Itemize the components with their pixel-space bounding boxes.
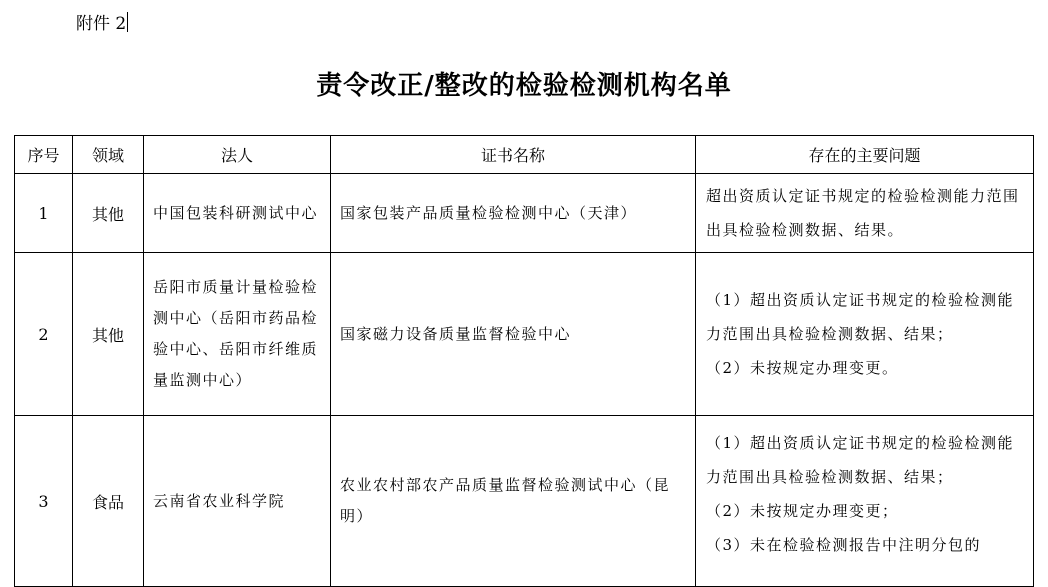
row-certificate: 国家包装产品质量检验检测中心（天津） [331, 174, 696, 253]
row-field: 食品 [73, 416, 144, 587]
table-header-row [15, 136, 1034, 174]
row-number: 3 [15, 416, 73, 587]
row-issues [696, 253, 1034, 416]
row-field: 其他 [73, 174, 144, 253]
header-issues: 存在的主要问题 [696, 136, 1034, 174]
row-issues [696, 174, 1034, 253]
header-field: 领域 [73, 136, 144, 174]
page-title: 责令改正/整改的检验检测机构名单 [316, 71, 732, 101]
issue-line: （1）超出资质认定证书规定的检验检测能力范围出具检验检测数据、结果； [706, 291, 1015, 343]
header-certificate: 证书名称 [331, 136, 696, 174]
row-certificate: 农业农村部农产品质量监督检验测试中心（昆明） [331, 416, 696, 587]
header-legal-entity: 法人 [144, 136, 331, 174]
row-number: 2 [15, 253, 73, 416]
table-row [15, 253, 1034, 416]
table-row [15, 416, 1034, 587]
row-issues [696, 416, 1034, 587]
issue-line: 超出资质认定证书规定的检验检测能力范围出具检验检测数据、结果。 [706, 187, 1020, 239]
issue-line: （3）未在检验检测报告中注明分包的 [706, 536, 982, 554]
row-legal-entity: 岳阳市质量计量检验检测中心（岳阳市药品检验中心、岳阳市纤维质量监测中心） [144, 253, 331, 416]
row-legal-entity: 中国包装科研测试中心 [144, 174, 331, 253]
text-cursor [127, 12, 128, 32]
issue-line: （2）未按规定办理变更。 [706, 359, 899, 377]
row-certificate: 国家磁力设备质量监督检验中心 [331, 253, 696, 416]
row-legal-entity: 云南省农业科学院 [144, 416, 331, 587]
institution-table [14, 135, 1034, 587]
header-number: 序号 [15, 136, 73, 174]
table-row [15, 174, 1034, 253]
issue-line: （2）未按规定办理变更； [706, 502, 899, 520]
row-field: 其他 [73, 253, 144, 416]
row-number: 1 [15, 174, 73, 253]
issue-line: （1）超出资质认定证书规定的检验检测能力范围出具检验检测数据、结果； [706, 434, 1015, 486]
attachment-label: 附件 2 [76, 14, 127, 34]
